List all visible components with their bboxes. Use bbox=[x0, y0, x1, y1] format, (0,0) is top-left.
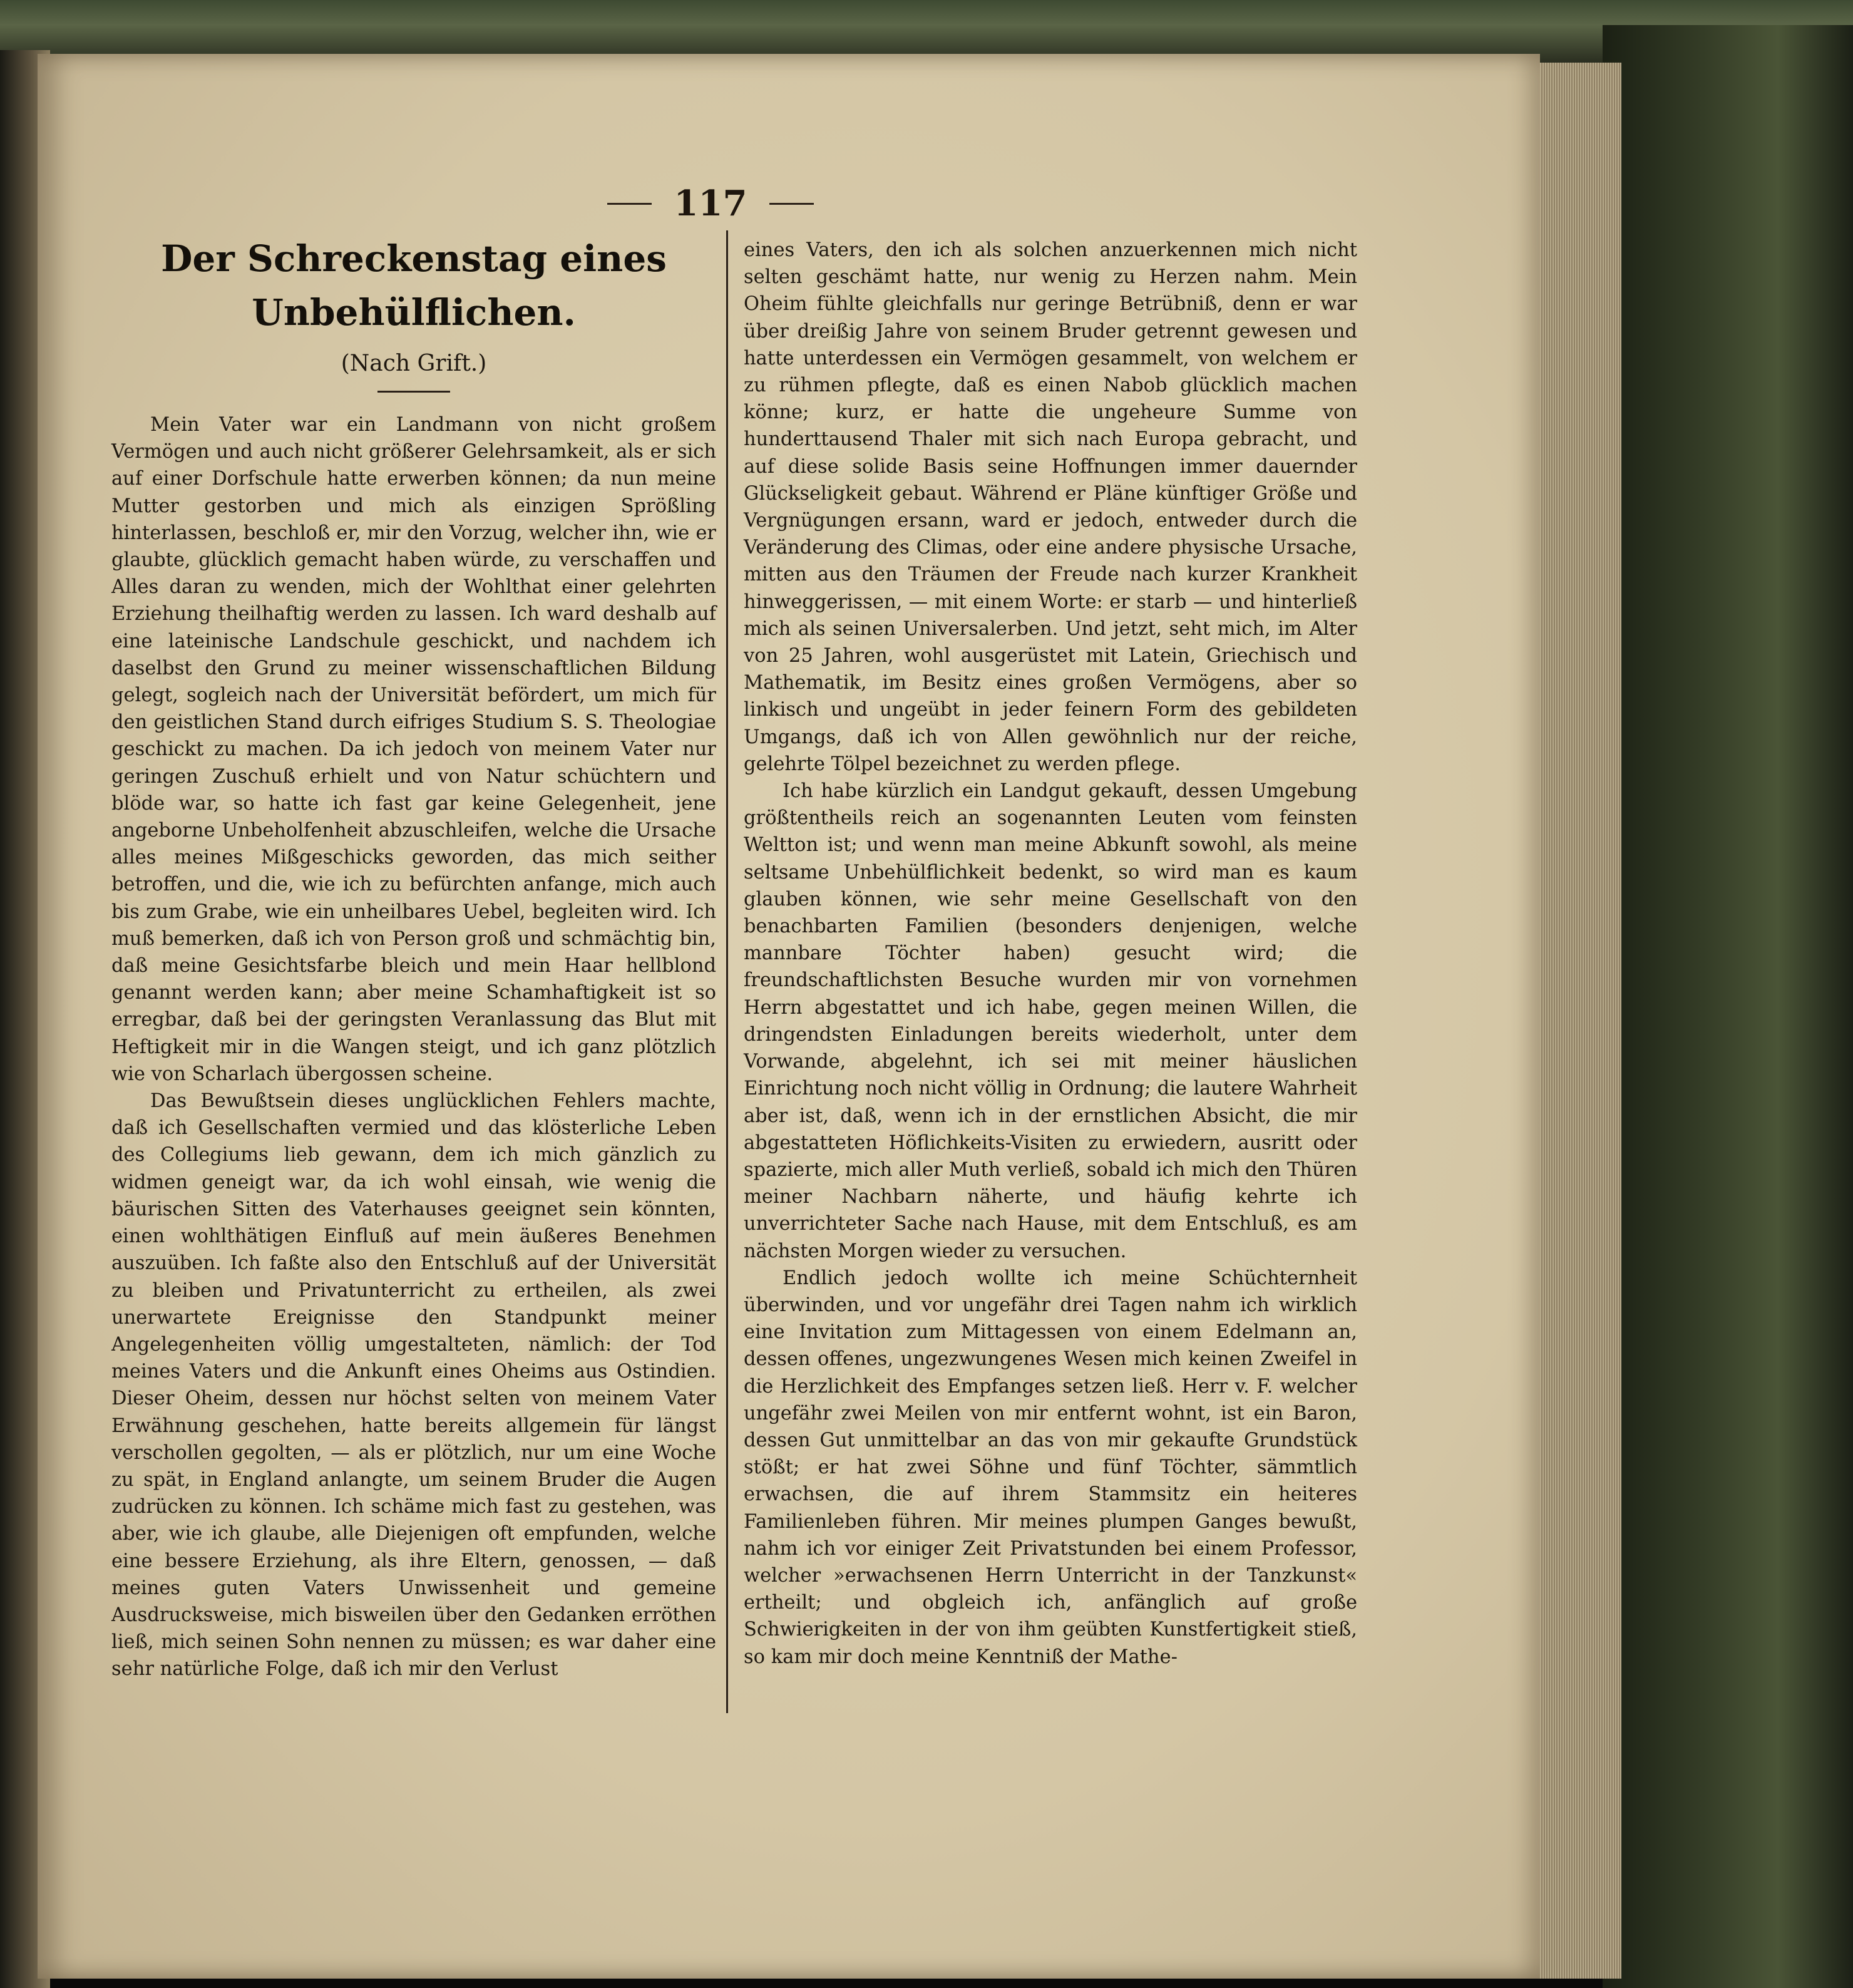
left-column bbox=[111, 232, 716, 1683]
page-number-value: 117 bbox=[674, 183, 747, 224]
article-subtitle: (Nach Grift.) bbox=[341, 351, 487, 376]
paragraph: Mein Vater war ein Landmann von nicht großem Vermögen und auch nicht größerer Gelehrsamkeit, als er sich auf einer Dorfschule hatte erwerben können; da nun meine Mutter gestorben und mich als einzigen Sprößling hinterlassen, beschloß er, mir den Vorzug, welcher ihn, wie er glaubte, glücklich gemacht haben würde, zu verschaffen und Alles daran zu wenden, mich der Wohlthat einer gelehrten Erziehung theilhaftig werden zu lassen. Ich ward deshalb auf eine lateinische Landschule geschickt, und nachdem ich daselbst den Grund zu meiner wissenschaftlichen Bildung gelegt, sogleich nach der Universität befördert, um mich für den geistlichen Stand durch eifriges Studium S. S. Theologiae geschickt zu machen. Da ich jedoch von meinem Vater nur geringen Zuschuß erhielt und von Natur schüchtern und blöde war, so hatte ich fast gar keine Gelegenheit, jene angeborne Unbeholfenheit abzuschleifen, welche die Ursache alles meines Mißgeschicks geworden, das mich seither betroffen, und die, wie ich zu befürchten anfange, mich auch bis zum Grabe, wie ein unheilbares Uebel, begleiten wird. Ich muß bemerken, daß ich von Person groß und schmächtig bin, daß meine Gesichtsfarbe bleich und mein Haar hellblond genannt werden kann; aber meine Schamhaftigkeit ist so erregbar, daß bei der geringsten Veranlassung das Blut mit Heftigkeit mir in die Wangen steigt, und ich ganz plötzlich wie von Scharlach übergossen scheine. bbox=[111, 414, 716, 1085]
column-rule bbox=[726, 230, 728, 1713]
title-rule bbox=[377, 391, 450, 393]
page-number bbox=[607, 182, 814, 225]
book-cover-right bbox=[1603, 25, 1853, 1988]
paragraph: Ich habe kürzlich ein Landgut gekauft, dessen Umgebung größtentheils reich an sogenannten Leuten vom feinsten Weltton ist; und wenn man meine Abkunft sowohl, als meine seltsame Unbehülflichkeit bedenkt, so wird man es kaum glauben können, wie sehr meine Gesellschaft von den benachbarten Familien (besonders denjenigen, welche mannbare Töchter haben) gesucht wird; die freundschaftlichsten Besuche wurden mir von vornehmen Herrn abgestattet und ich habe, gegen meinen Willen, die dringendsten Einladungen bereits wiederholt, unter dem Vorwande, abgelehnt, ich sei mit meiner häuslichen Einrichtung noch nicht völlig in Ordnung; die lautere Wahrheit aber ist, daß, wenn ich in der ernstlichen Absicht, die mir abgestatteten Höflichkeits-Visiten zu erwiedern, ausritt oder spazierte, mich aller Muth verließ, sobald ich mich den Thüren meiner Nachbarn näherte, und häufig kehrte ich unverrichteter Sache nach Hause, mit dem Entschluß, es am nächsten Morgen wieder zu versuchen. bbox=[744, 780, 1357, 1262]
page-edges bbox=[1527, 63, 1621, 1979]
right-column bbox=[744, 237, 1357, 1671]
book-cover-top bbox=[0, 0, 1853, 63]
paragraph: Endlich jedoch wollte ich meine Schüchternheit überwinden, und vor ungefähr drei Tagen nahm ich wirklich eine Invitation zum Mittagessen von einem Edelmann an, dessen offenes, ungezwungenes Wesen mich keinen Zweifel in die Herzlichkeit des Empfanges setzen ließ. Herr v. F. welcher ungefähr zwei Meilen von mir entfernt wohnt, ist ein Baron, dessen Gut unmittelbar an das von mir gekaufte Grundstück stößt; er hat zwei Söhne und fünf Töchter, sämmtlich erwachsen, die auf ihrem Stammsitz ein heiteres Familienleben führen. Mir meines plumpen Ganges bewußt, nahm ich vor einiger Zeit Privatstunden bei einem Professor, welcher »erwachsenen Herrn Unterricht in der Tanzkunst« ertheilt; und obgleich ich, anfänglich auf große Schwierigkeiten in der von ihm geübten Kunstfertigkeit stieß, so kam mir doch meine Kenntniß der Mathe- bbox=[744, 1267, 1357, 1668]
paragraph: eines Vaters, den ich als solchen anzuerkennen mich nicht selten geschämt hatte, nur wenig zu Herzen nahm. Mein Oheim fühlte gleichfalls nur geringe Betrübniß, denn er war über dreißig Jahre von seinem Bruder getrennt gewesen und hatte unterdessen ein Vermögen gesammelt, von welchem er zu rühmen pflegte, daß es einen Nabob glücklich machen könne; kurz, er hatte die ungeheure Summe von hunderttausend Thaler mit sich nach Europa gebracht, und auf diese solide Basis seine Hoffnungen immer dauernder Glückseligkeit gebaut. Während er Pläne künftiger Größe und Vergnügungen ersann, ward er jedoch, entweder durch die Veränderung des Climas, oder eine andere physische Ursache, mitten aus den Träumen der Freude nach kurzer Krankheit hinweggerissen, — mit einem Worte: er starb — und hinterließ mich als seinen Universalerben. Und jetzt, seht mich, im Alter von 25 Jahren, wohl ausgerüstet mit Latein, Griechisch und Mathematik, im Besitz eines großen Vermögens, aber so linkisch und ungeübt in jeder feinern Form des gebildeten Umgangs, daß ich von Allen gewöhnlich nur der reiche, gelehrte Tölpel bezeichnet zu werden pflege. bbox=[744, 239, 1357, 775]
article-title: Der Schreckenstag eines Unbehülflichen. bbox=[161, 237, 667, 334]
page-number-dash-right bbox=[769, 203, 814, 205]
paragraph: Das Bewußtsein dieses unglücklichen Fehlers machte, daß ich Gesellschaften vermied und das klösterliche Leben des Collegiums lieb gewann, dem ich mich gänzlich zu widmen geneigt war, da ich wohl einsah, wie wenig die bäurischen Sitten des Vaterhauses geeignet sein könnten, einen wohlthätigen Einfluß auf mein äußeres Benehmen auszuüben. Ich faßte also den Entschluß auf der Universität zu bleiben und Privatunterricht zu ertheilen, als zwei unerwartete Ereignisse den Standpunkt meiner Angelegenheiten völlig umgestalteten, nämlich: der Tod meines Vaters und die Ankunft eines Oheims aus Ostindien. Dieser Oheim, dessen nur höchst selten von meinem Vater Erwähnung geschehen, hatte bereits allgemein für längst verschollen gegolten, — als er plötzlich, nur um eine Woche zu spät, in England anlangte, um seinem Bruder die Augen zudrücken zu können. Ich schäme mich fast zu gestehen, was aber, wie ich glaube, alle Diejenigen oft empfunden, welche eine bessere Erziehung, als ihre Eltern, genossen, — daß meines guten Vaters Unwissenheit und gemeine Ausdrucksweise, mich bisweilen über den Gedanken erröthen ließ, mich seinen Sohn nennen zu müssen; es war daher eine sehr natürliche Folge, daß ich mir den Verlust bbox=[111, 1090, 716, 1681]
page-number-dash-left bbox=[607, 203, 652, 205]
